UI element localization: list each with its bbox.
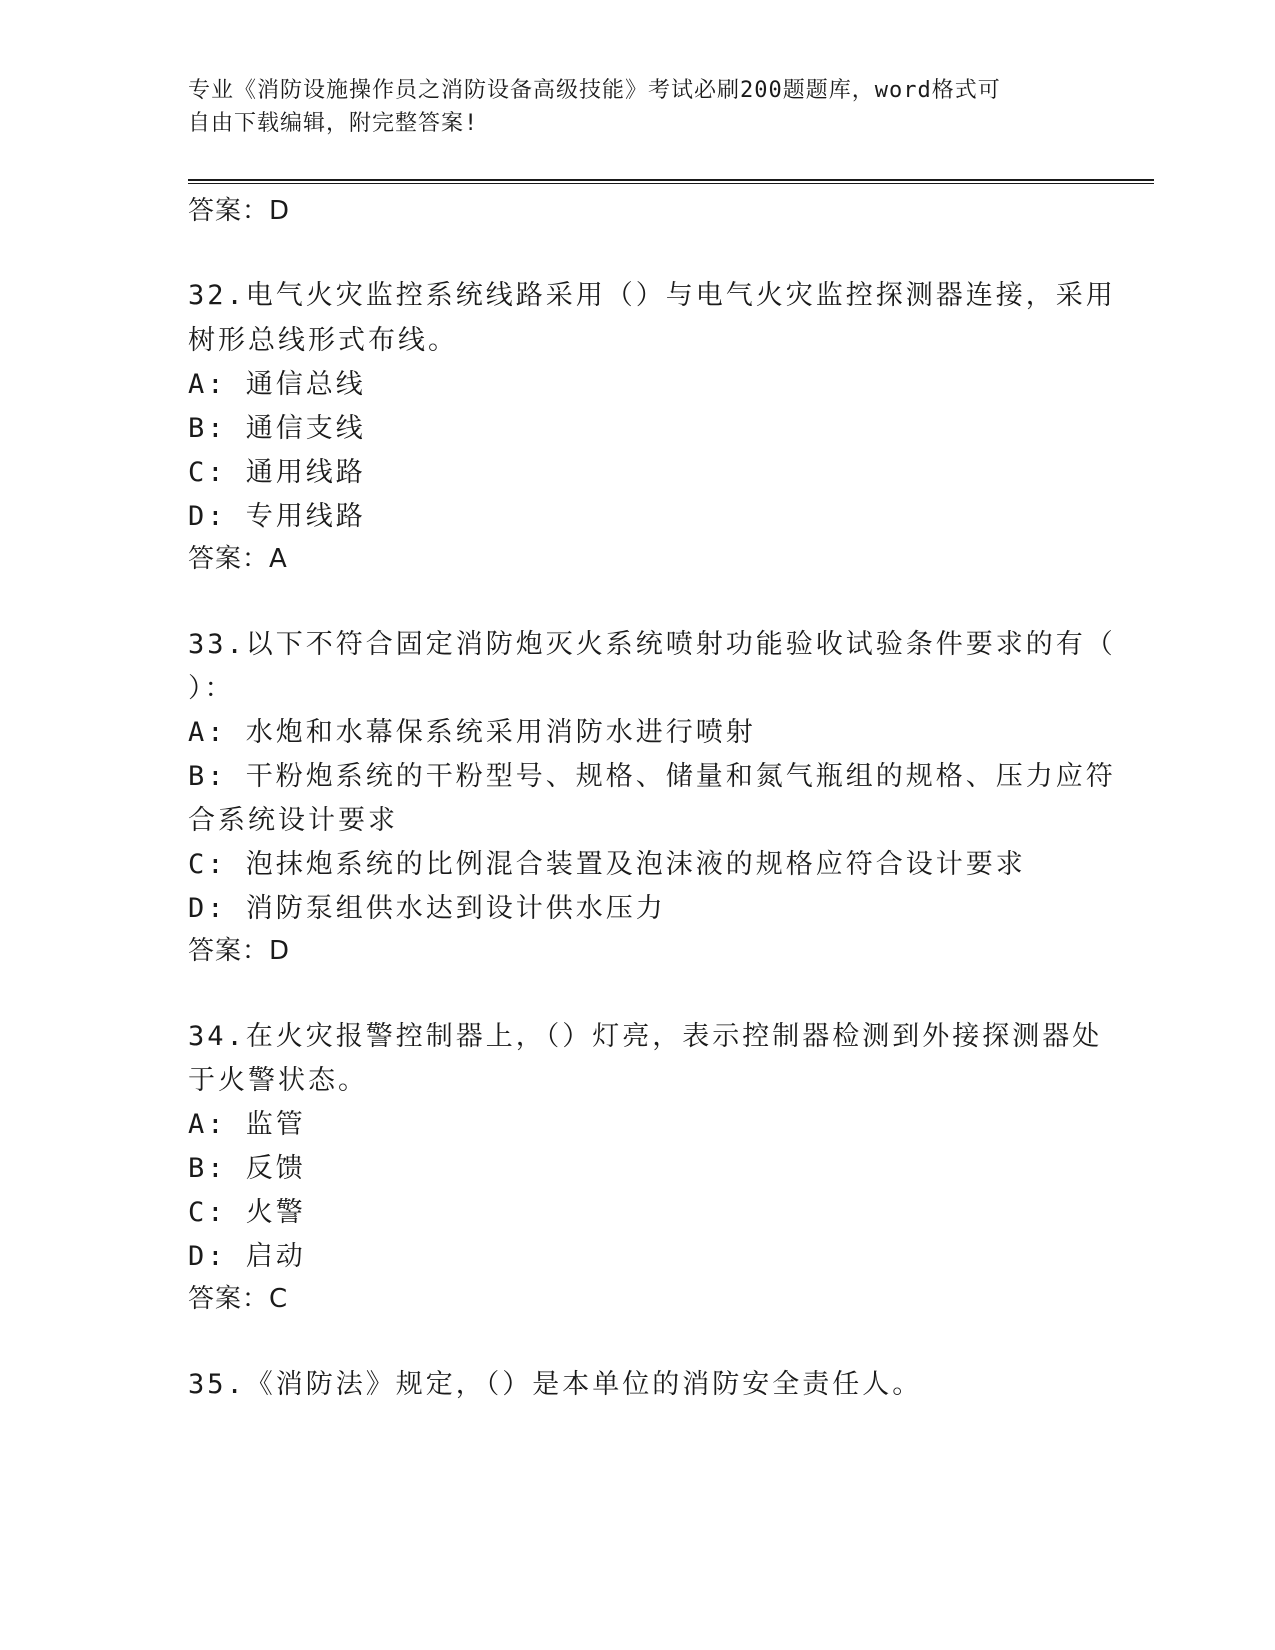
answer-32: 答案：A <box>188 544 288 574</box>
question-32-stem-line-2: 树形总线形式布线。 <box>188 325 458 356</box>
question-32-option-a: A: 通信总线 <box>188 369 366 400</box>
header-divider-thin <box>188 183 1154 184</box>
answer-33: 答案：D <box>188 936 291 966</box>
question-33-stem-line-1: 33.以下不符合固定消防炮灭火系统喷射功能验收试验条件要求的有（ <box>188 629 1116 660</box>
header-line-1: 专业《消防设施操作员之消防设备高级技能》考试必刷200题题库，word格式可 <box>188 78 1001 103</box>
question-33-stem-line-2: ）： <box>188 673 235 704</box>
question-33-option-a: A: 水炮和水幕保系统采用消防水进行喷射 <box>188 717 756 748</box>
question-34-option-c: C: 火警 <box>188 1197 306 1228</box>
question-32-stem-line-1: 32.电气火灾监控系统线路采用（）与电气火灾监控探测器连接，采用 <box>188 280 1116 311</box>
question-33-option-d: D: 消防泵组供水达到设计供水压力 <box>188 893 666 924</box>
header-line-2: 自由下载编辑，附完整答案! <box>188 111 479 136</box>
page-header <box>188 74 1068 140</box>
question-35-stem-line-1: 35.《消防法》规定，（）是本单位的消防安全责任人。 <box>188 1369 923 1400</box>
question-32-option-d: D: 专用线路 <box>188 501 366 532</box>
question-33-option-c: C: 泡抹炮系统的比例混合装置及泡沫液的规格应符合设计要求 <box>188 849 1026 880</box>
question-32-option-b: B: 通信支线 <box>188 413 366 444</box>
question-32-option-c: C: 通用线路 <box>188 457 366 488</box>
question-34-option-a: A: 监管 <box>188 1109 306 1140</box>
question-33-option-b-line-1: B: 干粉炮系统的干粉型号、规格、储量和氮气瓶组的规格、压力应符 <box>188 761 1116 792</box>
question-33-option-b-line-2: 合系统设计要求 <box>188 805 398 836</box>
question-34-stem-line-1: 34.在火灾报警控制器上，（）灯亮，表示控制器检测到外接探测器处 <box>188 1021 1103 1052</box>
question-34-stem-line-2: 于火警状态。 <box>188 1065 368 1096</box>
question-34-option-d: D: 启动 <box>188 1241 306 1272</box>
question-34-option-b: B: 反馈 <box>188 1153 306 1184</box>
answer-31: 答案：D <box>188 196 291 226</box>
answer-34: 答案：C <box>188 1284 289 1314</box>
header-divider <box>188 179 1154 181</box>
